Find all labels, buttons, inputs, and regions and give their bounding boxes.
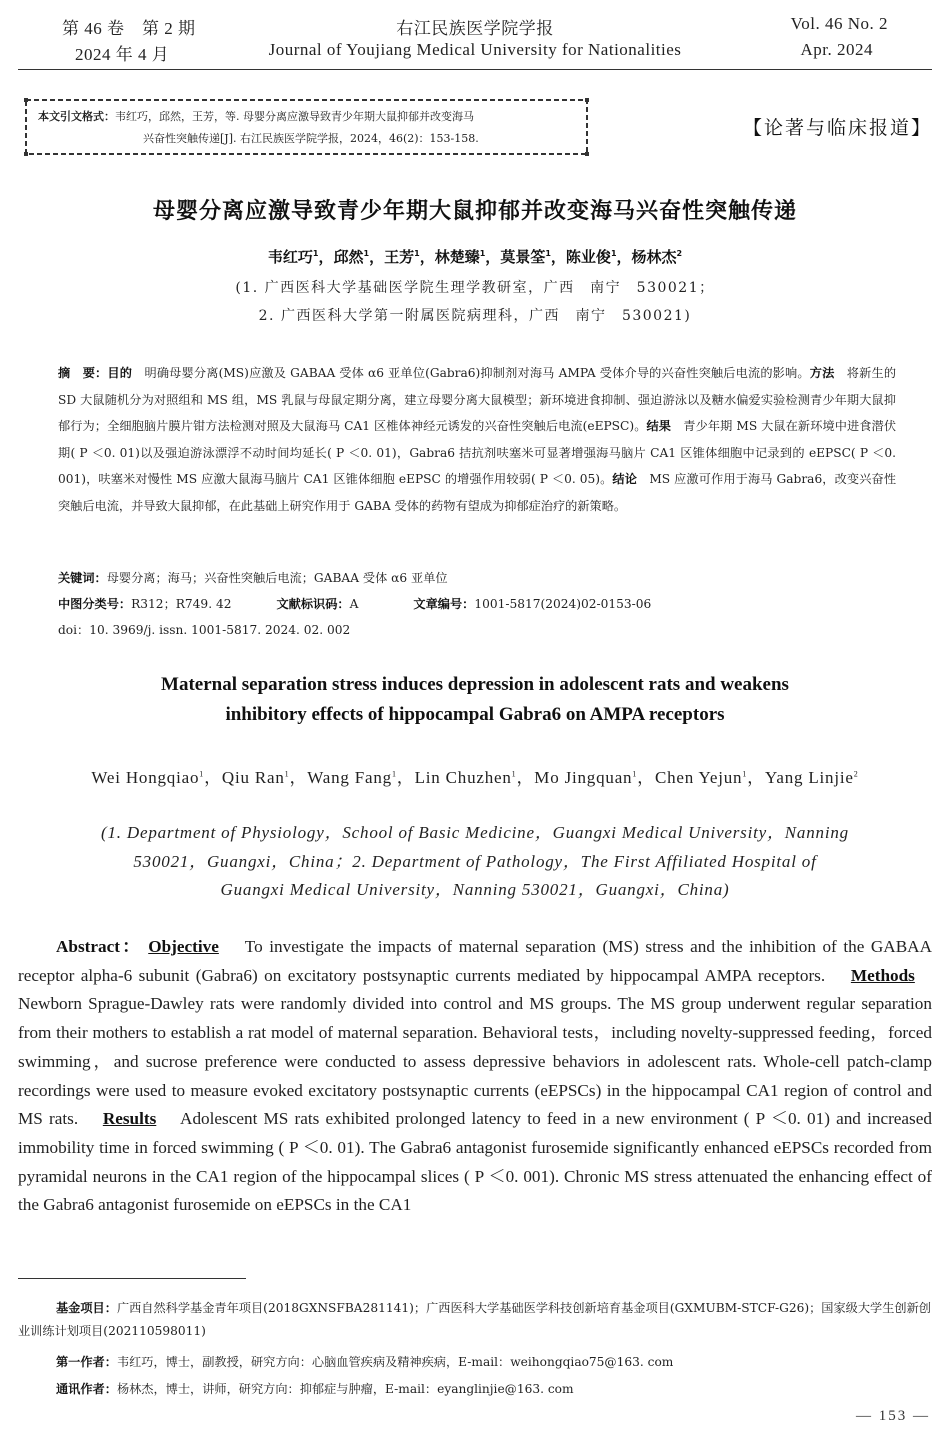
en-affiliation-line: Guangxi Medical University，Nanning 530021，Guangxi，China): [220, 880, 730, 899]
en-objective-label: Objective: [148, 937, 219, 956]
cn-objective: 明确母婴分离(MS)应激及 GABAA 受体 α6 亚单位(Gabra6)抑制剂对海马 AMPA 受体介导的兴奋性突触后电流的影响。: [144, 366, 810, 380]
header-date-cn: 2024 年 4 月: [75, 45, 170, 64]
fund-label: 基金项目：: [56, 1301, 117, 1315]
cn-methods: 将新生的 SD 大鼠随机分为对照组和 MS 组，MS 乳鼠与母鼠定期分离，建立母婴分离大鼠模型；新环境进食抑制、强迫游泳以及糖水偏爱实验检测青少年期大鼠抑郁行为；全细胞脑片膜片钳方法检测对照及大鼠海马 CA1 区椎体神经元诱发的兴奋性突触后电流(eEPSC)。: [58, 366, 897, 434]
cn-author: 邱然: [333, 248, 364, 266]
citation-line1: 韦红巧，邱然，王芳，等. 母婴分离应激导致青少年期大鼠抑郁并改变海马: [115, 110, 474, 123]
doc-code-value: A: [349, 597, 359, 611]
header-volume-en: Vol. 46 No. 2: [790, 14, 888, 33]
cn-abstract: [58, 360, 896, 520]
header-journal-en: Journal of Youjiang Medical University for Nationalities: [268, 40, 682, 59]
citation-text: [38, 106, 583, 150]
keywords-text: 母婴分离；海马；兴奋性突触后电流；GABAA 受体 α6 亚单位: [106, 571, 448, 585]
clc-value: R312；R749. 42: [131, 597, 232, 611]
cn-author-sup: 1: [312, 249, 319, 258]
en-author: Yang Linjie: [764, 768, 854, 787]
first-author-footnote: [56, 1351, 926, 1374]
cn-author-sup: 1: [610, 249, 617, 258]
cn-methods-label: 方法: [809, 366, 835, 380]
en-title-line2: inhibitory effects of hippocampal Gabra6 on AMPA receptors: [225, 704, 725, 725]
cn-author: 王芳: [384, 248, 415, 266]
cn-author: 韦红巧: [267, 248, 313, 266]
en-author-sup: 2: [853, 769, 859, 779]
fund-text: 广西自然科学基金青年项目(2018GXNSFBA281141)；广西医科大学基础医学科技创新培育基金项目(GXMUBM-STCF-G26)；国家级大学生创新创业训练计划项目(202110598011): [18, 1301, 931, 1338]
cn-author-sup: 2: [676, 249, 683, 258]
first-author-label: 第一作者：: [56, 1355, 117, 1369]
en-methods-label: Methods: [850, 965, 915, 985]
header-journal-cn: 右江民族医学院学报: [396, 19, 554, 38]
en-author: Wei Hongqiao: [91, 768, 200, 787]
cn-conclusion-label: 结论: [612, 472, 637, 487]
en-results: Adolescent MS rats exhibited prolonged latency to feed in a new environment ( P ＜0. 01) and increased immobility time in forced swimming ( P ＜0. 01). The Gabra6 antagonist furosemide significantly enhanced eEPSCs recorded from pyramidal neurons in the CA1 region of the hippocampal slices ( P ＜0. 001). Chronic MS stress attenuated the enhancing effect of the Gabra6 antagonist furosemide on eEPSCs in the CA1: [18, 1109, 932, 1215]
en-objective: To investigate the impacts of maternal separation (MS) stress and the inhibition of the GABAA receptor alpha-6 subunit (Gabra6) on excitatory postsynaptic currents mediated by hippocampal AMPA receptors.: [18, 937, 933, 985]
en-author-sup: 1: [284, 769, 290, 779]
cn-affiliation-1: (1. 广西医科大学基础医学院生理学教研室，广西 南宁 530021；: [235, 280, 715, 296]
classification-row: [58, 595, 651, 612]
cn-author-sup: 1: [363, 249, 370, 258]
doc-code-label: 文献标识码：: [276, 597, 350, 611]
cn-authors: 韦红巧$^1$，邱然$^1$，王芳$^1$，林楚臻$^1$，莫景筌$^1$，陈业俊$^1$，杨林杰$^2$: [267, 248, 683, 266]
cn-author-sup: 1: [545, 249, 551, 258]
en-results-label: Results: [102, 1109, 157, 1129]
clc-label: 中图分类号：: [58, 597, 132, 611]
en-affiliation-line: (1. Department of Physiology，School of Basic Medicine，Guangxi Medical University，Nanning: [101, 823, 849, 842]
en-title-line1: Maternal separation stress induces depression in adolescent rats and weakens: [161, 674, 789, 695]
en-title: [0, 670, 950, 730]
corresponding-footnote: [56, 1378, 926, 1401]
cn-author: 陈业俊: [565, 248, 611, 266]
first-author-text: 韦红巧，博士，副教授，研究方向：心脑血管疾病及精神疾病，E-mail：weihongqiao75@163. com: [116, 1355, 674, 1369]
en-author-sup: 1: [199, 769, 205, 779]
cn-results: 青少年期 MS 大鼠在新环境中进食潜伏期( P ＜0. 01)以及强迫游泳漂浮不动时间均延长( P ＜0. 01)，Gabra6 拮抗剂呋塞米可显著增强海马脑片 CA1 区锥体细胞中记录到的 eEPSC( P ＜0. 001)，呋塞米对慢性 MS 应激大鼠海马脑片 CA1 区锥体细胞 eEPSC 的增强作用较弱( P ＜0. 05)。: [58, 419, 897, 487]
en-author: Wang Fang: [307, 768, 392, 787]
cn-conclusion: MS 应激可作用于海马 Gabra6，改变兴奋性突触后电流，并导致大鼠抑郁，在此基础上研究作用于 GABA 受体的药物有望成为抑郁症治疗的新策略。: [58, 472, 897, 513]
fund-footnote: [18, 1297, 932, 1343]
en-author: Lin Chuzhen: [414, 768, 512, 787]
doi: doi：10. 3969/j. issn. 1001-5817. 2024. 02. 002: [58, 623, 351, 637]
en-author-sup: 1: [511, 769, 517, 779]
cn-author-sup: 1: [414, 249, 420, 258]
en-author-sup: 1: [742, 769, 748, 779]
corresponding-text: 杨林杰，博士，讲师，研究方向：抑郁症与肿瘤，E-mail：eyanglinjie@163. com: [116, 1382, 574, 1396]
en-abstract: [18, 933, 932, 1220]
header-volume-issue: 第 46 卷 第 2 期: [62, 19, 196, 38]
article-no-value: 1001-5817(2024)02-0153-06: [474, 597, 652, 611]
citation-box: [24, 96, 589, 158]
corresponding-label: 通讯作者：: [56, 1382, 117, 1396]
footnote-rule: [18, 1278, 246, 1279]
header-date-en: Apr. 2024: [800, 40, 873, 59]
citation-label: 本文引文格式：: [38, 110, 115, 123]
cn-title: 母婴分离应激导致青少年期大鼠抑郁并改变海马兴奋性突触传递: [152, 199, 797, 224]
en-authors: Wei Hongqiao$^1$，Qiu Ran$^1$，Wang Fang$^1$，Lin Chuzhen$^1$，Mo Jingquan$^1$，Chen Yejun$^1$，Yang Linjie$^2$: [91, 768, 859, 787]
section-tag: 【论著与临床报道】: [742, 117, 932, 139]
header-rule: [18, 69, 932, 70]
cn-author: 杨林杰: [631, 248, 677, 266]
en-author: Chen Yejun: [654, 768, 743, 787]
cn-objective-label: 目的: [107, 366, 133, 380]
cn-author: 莫景筌: [500, 248, 546, 266]
cn-author: 林楚臻: [434, 248, 480, 266]
cn-results-label: 结果: [646, 419, 672, 434]
citation-line2: 兴奋性突触传递[J]. 右江民族医学院学报，2024，46(2)：153-158.: [143, 132, 479, 145]
en-affiliation-line: 530021，Guangxi，China；2. Department of Pathology，The First Affiliated Hospital of: [133, 851, 817, 871]
en-methods: Newborn Sprague-Dawley rats were randomly divided into control and MS groups. The MS group underwent regular separation from their mothers to establish a rat model of maternal separation. Behavioral tests，including novelty-suppressed feeding，forced swimming，and sucrose preference were conducted to assess depressive behaviors in adolescent rats. Whole-cell patch-clamp recordings were used to measure evoked excitatory postsynaptic currents (eEPSCs) in the hippocampal CA1 region of control and MS rats.: [18, 994, 932, 1129]
en-abstract-label: Abstract：: [56, 937, 142, 956]
article-no-label: 文章编号：: [413, 597, 475, 611]
page-number: — 153 —: [856, 1408, 930, 1424]
en-affiliations: [0, 819, 950, 905]
en-author: Qiu Ran: [221, 768, 285, 787]
keywords: [58, 569, 448, 586]
en-author: Mo Jingquan: [534, 768, 633, 787]
cn-affiliation-2: 2. 广西医科大学第一附属医院病理科，广西 南宁 530021): [258, 308, 692, 324]
keywords-label: 关键词：: [58, 571, 107, 585]
en-author-sup: 1: [391, 769, 397, 779]
cn-abstract-label: 摘 要：: [58, 366, 108, 380]
cn-author-sup: 1: [479, 249, 486, 258]
en-author-sup: 1: [632, 769, 638, 779]
